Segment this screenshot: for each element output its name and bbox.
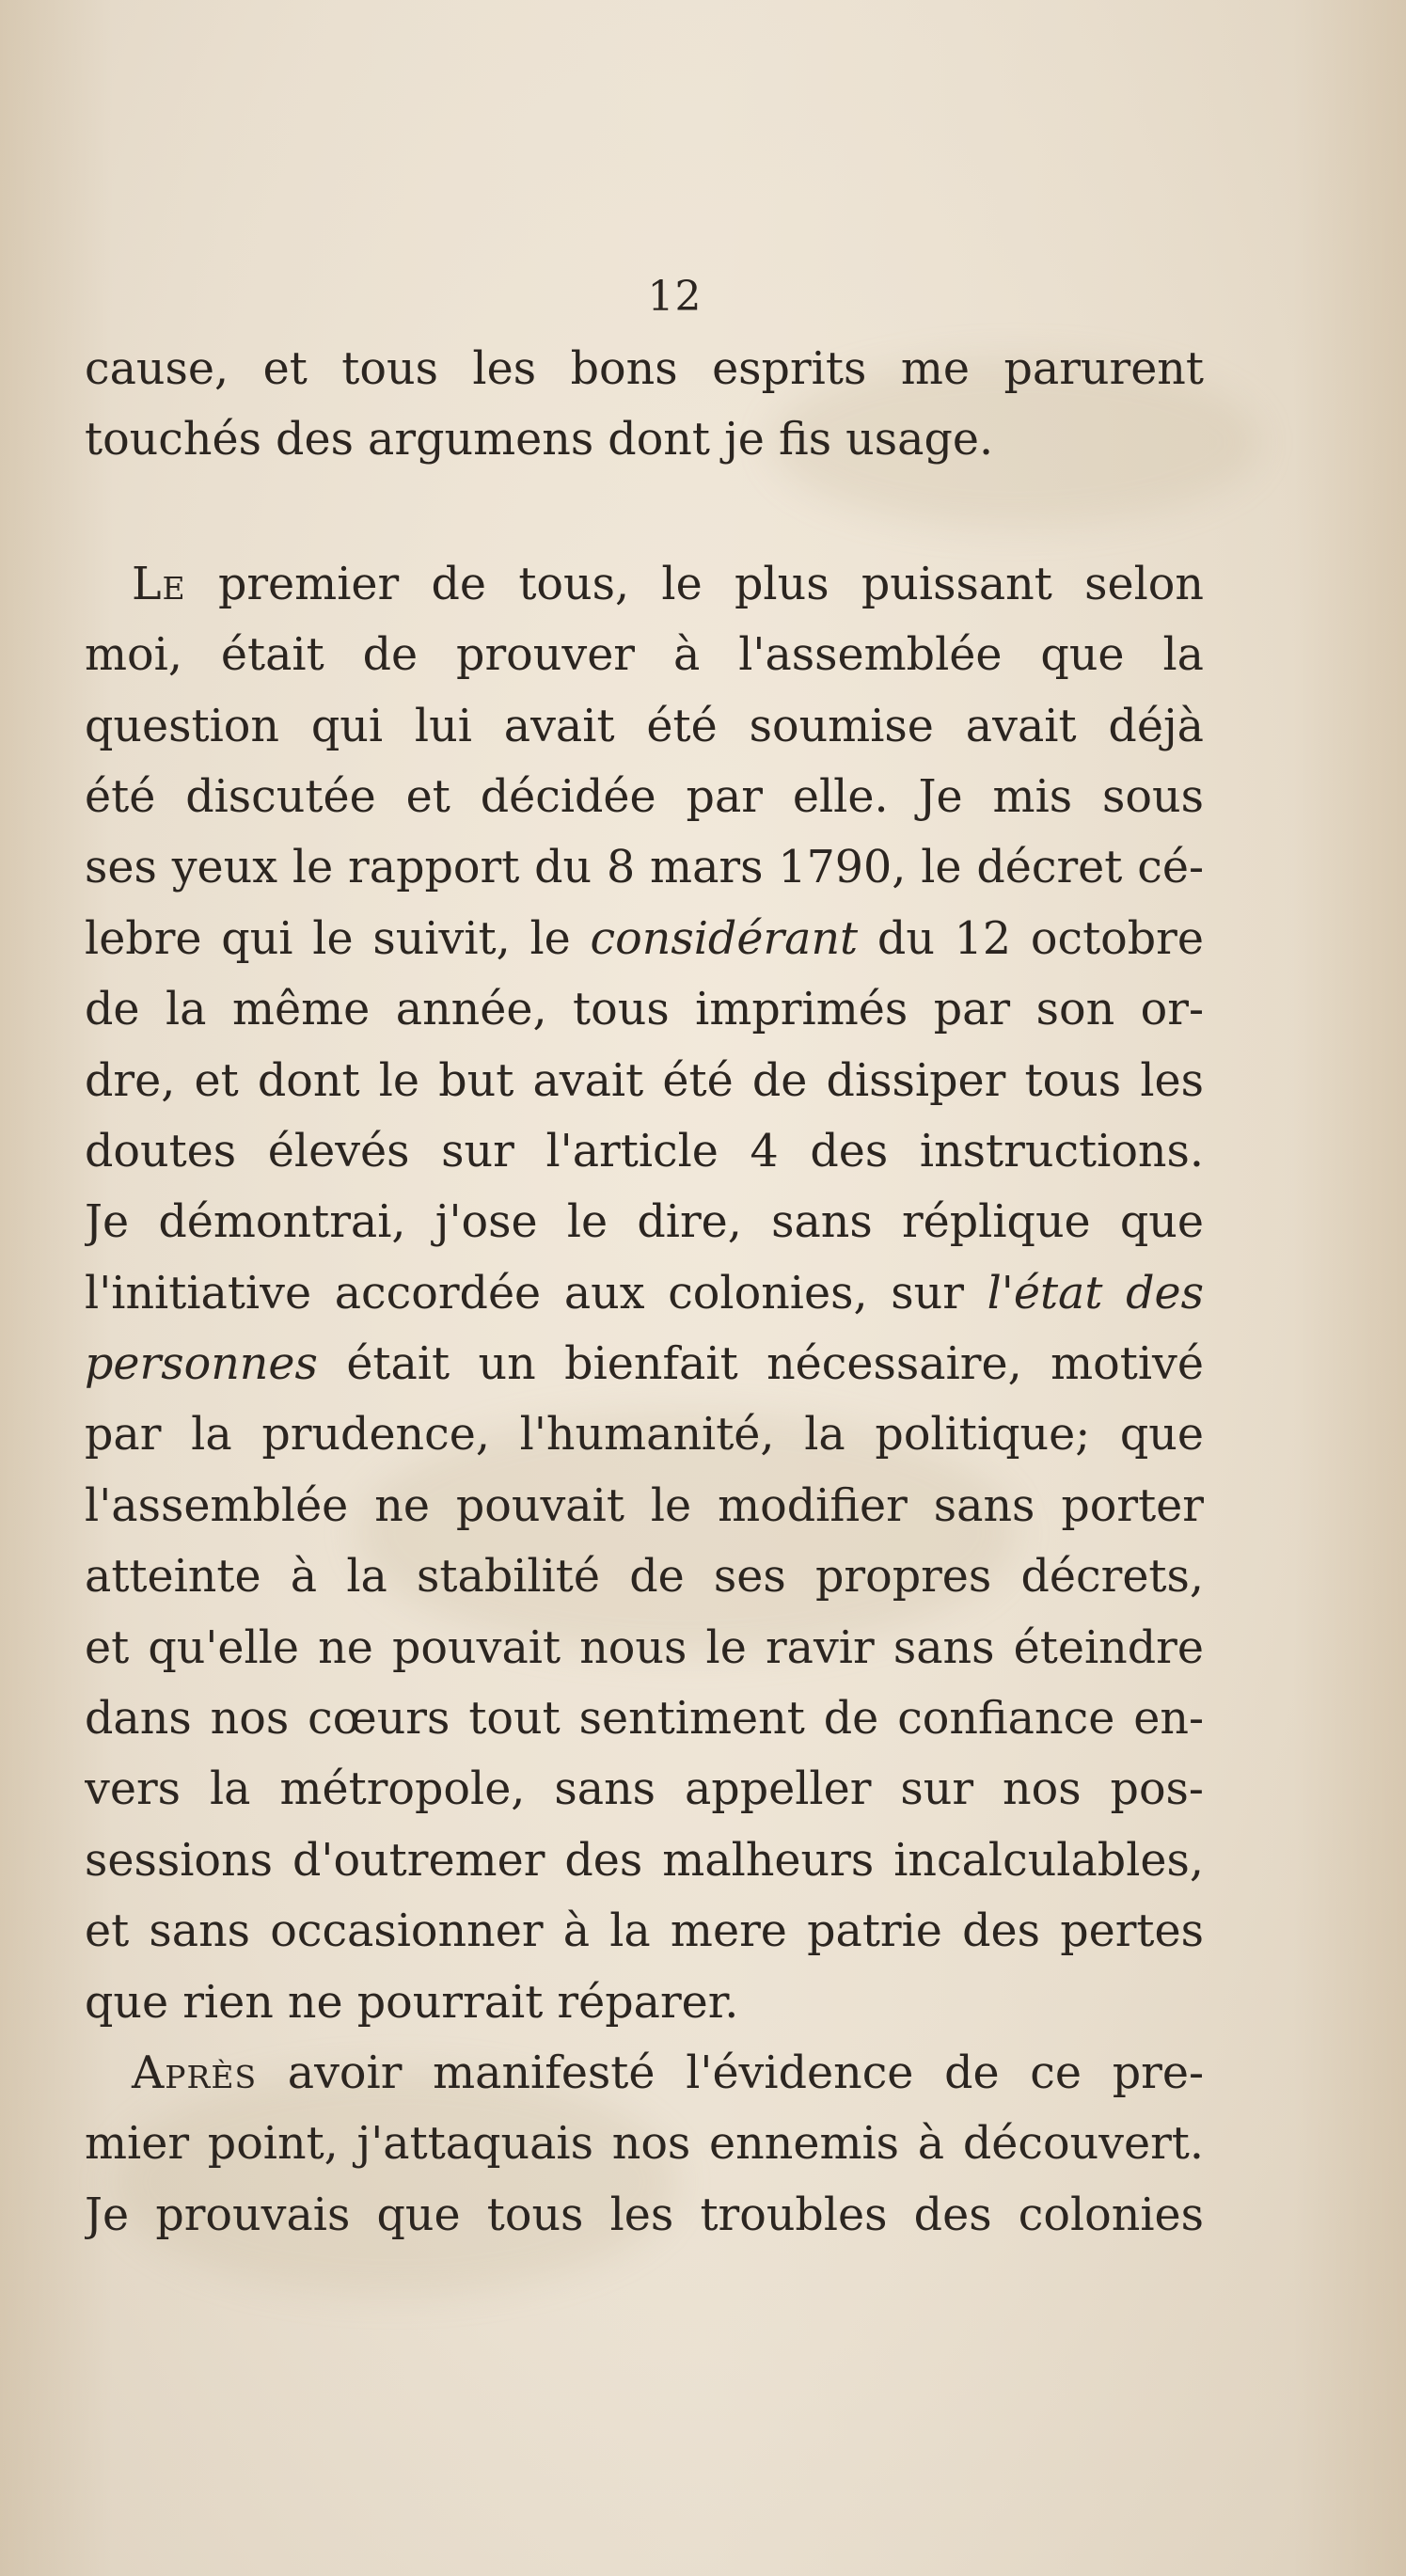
text-line: dre, et dont le but avait été de dissiper tous les (85, 1054, 1204, 1107)
text-line: été discutée et décidée par elle. Je mis sous (85, 770, 1204, 823)
italic-term: l'état des (987, 1267, 1204, 1320)
text-line: Après avoir manifesté l'évidence de ce pre- (132, 2047, 1204, 2099)
text-line: question qui lui avait été soumise avait déjà (85, 700, 1204, 752)
text-line: sessions d'outremer des malheurs incalculables, (85, 1834, 1204, 1887)
paragraph (85, 549, 1204, 2038)
text-line: dans nos cœurs tout sentiment de confiance en- (85, 1693, 1204, 1746)
text-line: atteinte à la stabilité de ses propres décrets, (85, 1551, 1204, 1604)
text-line: personnes était un bienfait nécessaire, motivé (85, 1338, 1204, 1391)
text-line: l'initiative accordée aux colonies, sur l'état des (85, 1267, 1204, 1320)
text-line: doutes élevés sur l'article 4 des instructions. (85, 1125, 1204, 1177)
text-line: que rien ne pourrait réparer. (85, 1976, 739, 2029)
text-line: lebre qui le suivit, le considérant du 12 octobre (85, 912, 1204, 965)
paragraph (85, 334, 1204, 476)
smallcaps-word: Après (132, 2047, 258, 2099)
italic-term: considérant (590, 912, 859, 965)
body-text (85, 334, 1204, 2251)
text-line: ses yeux le rapport du 8 mars 1790, le décret cé- (85, 842, 1204, 894)
text-line: moi, était de prouver à l'assemblée que la (85, 629, 1204, 682)
text-line: cause, et tous les bons esprits me parurent (85, 343, 1204, 395)
text-line: vers la métropole, sans appeller sur nos pos- (85, 1763, 1204, 1816)
page-number: 12 (647, 273, 703, 321)
text-line: Je prouvais que tous les troubles des colonies (85, 2189, 1204, 2241)
smallcaps-word: Le (132, 558, 186, 610)
paragraph (85, 2038, 1204, 2251)
text-line: et sans occasionner à la mere patrie des pertes (85, 1905, 1204, 1958)
text-line: et qu'elle ne pouvait nous le ravir sans éteindre (85, 1621, 1204, 1674)
text-line: de la même année, tous imprimés par son or- (85, 984, 1204, 1036)
text-line: touchés des argumens dont je fis usage. (85, 414, 994, 466)
italic-term: personnes (85, 1338, 318, 1391)
text-line: Le premier de tous, le plus puissant selon (132, 558, 1204, 610)
text-line: l'assemblée ne pouvait le modifier sans porter (85, 1479, 1204, 1532)
text-line: Je démontrai, j'ose le dire, sans réplique que (85, 1196, 1204, 1249)
text-line: par la prudence, l'humanité, la politique; que (85, 1409, 1204, 1462)
text-line: mier point, j'attaquais nos ennemis à découvert. (85, 2118, 1204, 2171)
